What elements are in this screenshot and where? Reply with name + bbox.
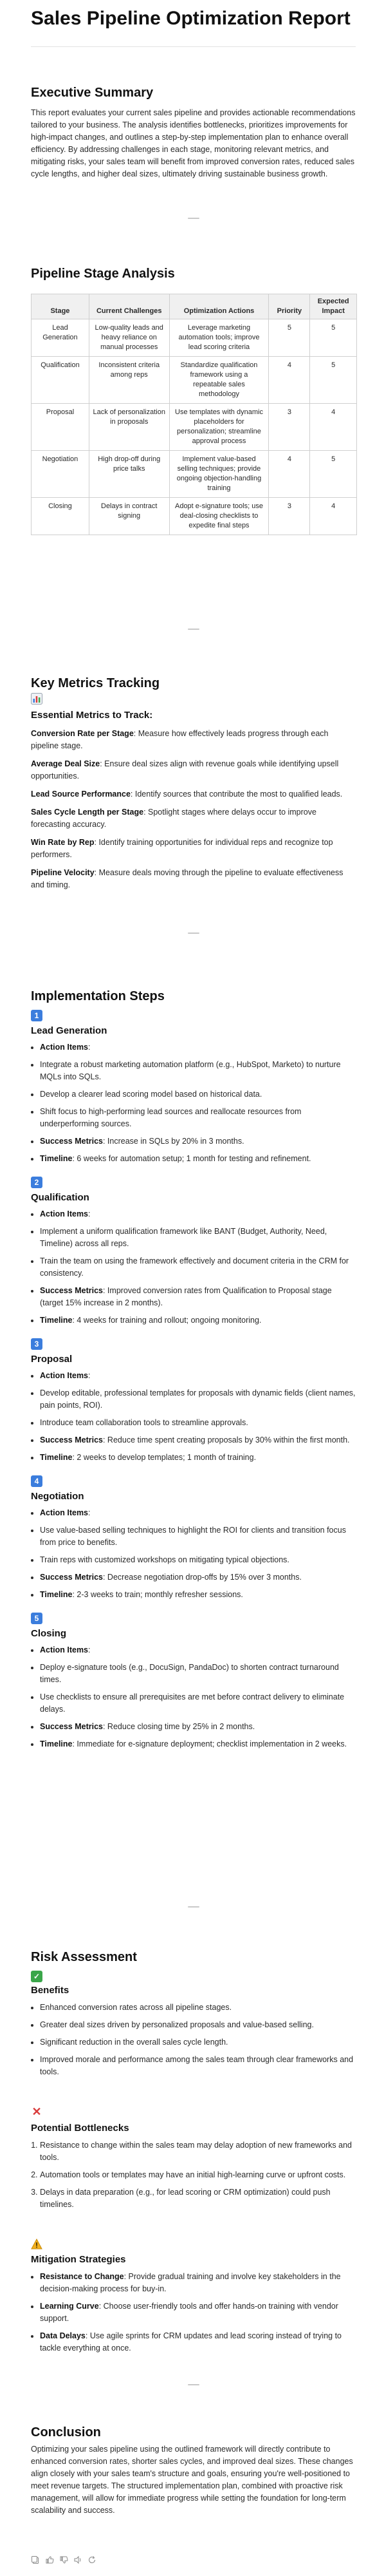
action-items-label: • Action Items: <box>40 1644 356 1656</box>
action-item: • Use checklists to ensure all prerequisites are met before contract delivery to eliminate delays. <box>40 1691 356 1716</box>
table-cell: Qualification <box>32 357 89 404</box>
table-header-cell: Priority <box>269 294 310 319</box>
table-header-cell: Current Challenges <box>89 294 169 319</box>
success-metrics-text: : Increase in SQLs by 20% in 3 months. <box>102 1137 244 1146</box>
pipeline-table <box>31 294 357 535</box>
timeline-label: Timeline <box>40 1590 73 1599</box>
executive-summary-heading: Executive Summary <box>31 86 154 100</box>
metrics-list <box>31 728 356 897</box>
implementation-step <box>31 1475 356 1601</box>
metric-item <box>31 837 356 861</box>
bottlenecks-list <box>31 2139 365 2216</box>
conclusion-heading: Conclusion <box>31 2425 101 2439</box>
table-cell: Lack of personalization in proposals <box>89 404 169 451</box>
metric-item <box>31 806 356 831</box>
action-items-label: • Action Items: <box>40 1041 356 1054</box>
success-metrics-text: : Decrease negotiation drop-offs by 15% over 3 months. <box>102 1573 302 1582</box>
table-cell: High drop-off during price talks <box>89 451 169 498</box>
table-cell: 3 <box>269 404 310 451</box>
action-items-label-text: Action Items <box>40 1043 89 1052</box>
section-divider <box>31 1906 356 1919</box>
step-title: Qualification <box>31 1192 89 1203</box>
success-metrics-label: Success Metrics <box>40 1137 103 1146</box>
metric-text: : Measure deals moving through the pipeline to evaluate effectiveness and timing. <box>31 868 343 889</box>
table-row <box>32 498 357 535</box>
speaker-icon[interactable] <box>73 2555 82 2564</box>
copy-icon[interactable] <box>31 2555 40 2564</box>
metrics-subheading: Essential Metrics to Track: <box>31 710 153 721</box>
metric-item <box>31 728 356 752</box>
success-metrics <box>40 1571 356 1584</box>
implementation-step <box>31 1010 356 1165</box>
implementation-steps <box>31 1010 356 1762</box>
regenerate-icon[interactable] <box>87 2555 96 2564</box>
table-cell: 5 <box>310 357 357 404</box>
timeline-text: : 6 weeks for automation setup; 1 month for testing and refinement. <box>72 1154 311 1163</box>
number-4-icon: 4 <box>31 1475 42 1487</box>
step-title: Proposal <box>31 1354 73 1365</box>
action-items-label: • Action Items: <box>40 1208 356 1220</box>
number-2-icon: 2 <box>31 1177 42 1188</box>
benefit-item: • Greater deal sizes driven by personalized proposals and value-based selling. <box>40 2019 365 2031</box>
table-cell: Implement value-based selling techniques; provide ongoing objection-handling training <box>169 451 269 498</box>
success-metrics <box>40 1135 356 1148</box>
timeline-text: : 2 weeks to develop templates; 1 month of training. <box>72 1453 257 1462</box>
mitigation-label: Data Delays <box>40 2331 86 2340</box>
table-header-cell: Optimization Actions <box>169 294 269 319</box>
mitigation-text: : Use agile sprints for CRM updates and lead scoring instead of trying to tackle everything at once. <box>40 2331 342 2353</box>
step-details <box>31 1370 356 1464</box>
table-row <box>32 451 357 498</box>
implementation-step <box>31 1338 356 1464</box>
action-items-label-text: Action Items <box>40 1371 89 1380</box>
timeline <box>40 1738 356 1750</box>
mitigation-item <box>40 2271 365 2295</box>
action-item: • Deploy e-signature tools (e.g., DocuSign, PandaDoc) to shorten contract turnaround times. <box>40 1662 356 1686</box>
timeline <box>40 1589 356 1601</box>
bottleneck-item: 3. Delays in data preparation (e.g., for lead scoring or CRM optimization) could push timelines. <box>40 2186 365 2211</box>
table-cell: Negotiation <box>32 451 89 498</box>
action-items-label: • Action Items: <box>40 1370 356 1382</box>
mitigation-label: Learning Curve <box>40 2302 99 2311</box>
benefit-item: • Enhanced conversion rates across all pipeline stages. <box>40 2002 365 2014</box>
mitigation-label: Resistance to Change <box>40 2272 124 2281</box>
implementation-step <box>31 1177 356 1327</box>
timeline <box>40 1153 356 1165</box>
timeline-text: : 4 weeks for training and rollout; ongoing monitoring. <box>72 1316 262 1325</box>
step-details <box>31 1644 356 1750</box>
metrics-heading: Key Metrics Tracking <box>31 676 160 690</box>
action-items-label-text: Action Items <box>40 1508 89 1517</box>
timeline-label: Timeline <box>40 1739 73 1748</box>
metric-label: Sales Cycle Length per Stage <box>31 808 144 817</box>
step-title: Negotiation <box>31 1491 84 1502</box>
section-divider <box>31 218 356 231</box>
thumbs-down-icon[interactable] <box>59 2555 68 2564</box>
table-cell: 4 <box>269 451 310 498</box>
executive-summary-text: This report evaluates your current sales pipeline and provides actionable recommendations tailored to your business. The analysis identifies bottlenecks, prioritizes improvements for high-impact changes, and outlines a step-by-step implementation plan to enhance overall efficiency. By addressing challenges in each stage, monitoring relevant metrics, and mitigating risks, your sales team will benefit from improved conversion rates, reduced sales cycle lengths, and higher deal sizes, ultimately driving sustainable business growth. <box>31 108 356 178</box>
number-5-icon: 5 <box>31 1613 42 1624</box>
mitigation-heading: Mitigation Strategies <box>31 2254 126 2265</box>
metric-label: Win Rate by Rep <box>31 838 95 847</box>
step-title: Lead Generation <box>31 1025 107 1036</box>
metric-item <box>31 867 356 891</box>
cross-icon: ✕ <box>32 2105 42 2118</box>
risk-heading: Risk Assessment <box>31 1950 137 1964</box>
success-metrics-text: : Improved conversion rates from Qualification to Proposal stage (target 15% increase in 2 months). <box>40 1286 332 1307</box>
mitigation-item <box>40 2330 365 2354</box>
action-item: • Train the team on using the framework effectively and document criteria in the CRM for consistency. <box>40 1255 356 1280</box>
table-cell: Adopt e-signature tools; use deal-closing checklists to expedite final steps <box>169 498 269 535</box>
timeline <box>40 1314 356 1327</box>
metric-label: Conversion Rate per Stage <box>31 729 134 738</box>
metric-label: Average Deal Size <box>31 759 100 768</box>
warning-icon <box>31 2239 42 2250</box>
metric-text: : Measure how effectively leads progress through each pipeline stage. <box>31 729 329 750</box>
table-row <box>32 319 357 357</box>
number-1-icon: 1 <box>31 1010 42 1021</box>
metric-text: : Identify training opportunities for individual reps and recognize top performers. <box>31 838 333 859</box>
number-3-icon: 3 <box>31 1338 42 1350</box>
timeline-label: Timeline <box>40 1453 73 1462</box>
timeline <box>40 1452 356 1464</box>
metric-text: : Spotlight stages where delays occur to improve forecasting accuracy. <box>31 808 316 829</box>
step-title: Closing <box>31 1628 66 1639</box>
success-metrics-text: : Reduce time spent creating proposals by 30% within the first month. <box>102 1435 350 1444</box>
success-metrics <box>40 1721 356 1733</box>
table-cell: Lead Generation <box>32 319 89 357</box>
success-metrics-label: Success Metrics <box>40 1722 103 1731</box>
action-item: • Integrate a robust marketing automation platform (e.g., HubSpot, Marketo) to nurture MQLs into SQLs. <box>40 1059 356 1083</box>
benefit-item: • Improved morale and performance among the sales team through clear frameworks and tools. <box>40 2054 365 2078</box>
section-divider <box>31 2384 356 2397</box>
table-cell: 5 <box>310 451 357 498</box>
page-title: Sales Pipeline Optimization Report <box>31 8 351 29</box>
pipeline-heading: Pipeline Stage Analysis <box>31 267 175 281</box>
success-metrics-text: : Reduce closing time by 25% in 2 months. <box>102 1722 255 1731</box>
divider <box>31 46 356 47</box>
timeline-label: Timeline <box>40 1154 73 1163</box>
table-cell: 4 <box>269 357 310 404</box>
success-metrics-label: Success Metrics <box>40 1573 103 1582</box>
table-header-cell: Stage <box>32 294 89 319</box>
thumbs-up-icon[interactable] <box>45 2555 54 2564</box>
table-cell: 4 <box>310 498 357 535</box>
benefits-heading: Benefits <box>31 1985 69 1996</box>
footer-actions <box>31 2555 96 2564</box>
action-item: • Shift focus to high-performing lead sources and reallocate resources from underperforming sources. <box>40 1106 356 1130</box>
table-row <box>32 404 357 451</box>
table-cell: Closing <box>32 498 89 535</box>
timeline-text: : Immediate for e-signature deployment; checklist implementation in 2 weeks. <box>72 1739 347 1748</box>
success-metrics-label: Success Metrics <box>40 1286 103 1295</box>
mitigation-text: : Choose user-friendly tools and offer hands-on training with vendor support. <box>40 2302 338 2323</box>
implementation-heading: Implementation Steps <box>31 989 165 1003</box>
bottlenecks-heading: Potential Bottlenecks <box>31 2123 129 2134</box>
table-cell: 5 <box>310 319 357 357</box>
action-items-label-text: Action Items <box>40 1645 89 1654</box>
mitigation-list <box>31 2271 365 2360</box>
metric-item <box>31 788 356 800</box>
step-details <box>31 1507 356 1601</box>
metric-text: : Ensure deal sizes align with revenue goals while identifying upsell opportunities. <box>31 759 339 781</box>
metric-label: Pipeline Velocity <box>31 868 95 877</box>
success-metrics-label: Success Metrics <box>40 1435 103 1444</box>
metric-item <box>31 758 356 782</box>
bottleneck-item: 2. Automation tools or templates may have an initial high-learning curve or upfront costs. <box>40 2169 365 2181</box>
action-item: • Introduce team collaboration tools to streamline approvals. <box>40 1417 356 1429</box>
bottleneck-item: 1. Resistance to change within the sales team may delay adoption of new frameworks and tools. <box>40 2139 365 2164</box>
table-cell: Delays in contract signing <box>89 498 169 535</box>
table-cell: Standardize qualification framework using a repeatable sales methodology <box>169 357 269 404</box>
mitigation-text: : Provide gradual training and involve key stakeholders in the decision-making process for buy-in. <box>40 2272 341 2293</box>
benefit-item: • Significant reduction in the overall sales cycle length. <box>40 2036 365 2049</box>
check-icon: ✓ <box>31 1971 42 1982</box>
benefits-list <box>31 2002 365 2083</box>
action-item: • Use value-based selling techniques to highlight the ROI for clients and transition focus from price to benefits. <box>40 1524 356 1549</box>
timeline-label: Timeline <box>40 1316 73 1325</box>
metric-text: : Identify sources that contribute the most to qualified leads. <box>130 790 343 799</box>
action-items-label-text: Action Items <box>40 1209 89 1218</box>
action-item: • Train reps with customized workshops on mitigating typical objections. <box>40 1554 356 1566</box>
conclusion-text: Optimizing your sales pipeline using the outlined framework will directly contribute to enhanced conversion rates, shorter sales cycles, and improved deal sizes. These changes align closely with your sales team's structure and goals, ensuring you're well-positioned to meet revenue targets. The structured implementation plan, combined with proactive risk management, will allow for immediate progress while setting the foundation for long-term scalability and success. <box>31 2445 353 2515</box>
step-details <box>31 1041 356 1165</box>
timeline-text: : 2-3 weeks to train; monthly refresher sessions. <box>72 1590 243 1599</box>
table-cell: 3 <box>269 498 310 535</box>
table-cell: 4 <box>310 404 357 451</box>
section-divider <box>31 933 356 945</box>
step-details <box>31 1208 356 1327</box>
action-item: • Implement a uniform qualification framework like BANT (Budget, Authority, Need, Timeline) across all reps. <box>40 1226 356 1250</box>
table-cell: 5 <box>269 319 310 357</box>
table-cell: Use templates with dynamic placeholders for personalization; streamline approval process <box>169 404 269 451</box>
table-cell: Leverage marketing automation tools; improve lead scoring criteria <box>169 319 269 357</box>
bar-chart-icon <box>31 693 42 705</box>
metric-label: Lead Source Performance <box>31 790 131 799</box>
action-items-label: • Action Items: <box>40 1507 356 1519</box>
table-cell: Inconsistent criteria among reps <box>89 357 169 404</box>
section-divider <box>31 629 356 641</box>
table-cell: Proposal <box>32 404 89 451</box>
success-metrics <box>40 1434 356 1446</box>
mitigation-item <box>40 2300 365 2325</box>
table-cell: Low-quality leads and heavy reliance on manual processes <box>89 319 169 357</box>
success-metrics <box>40 1285 356 1309</box>
action-item: • Develop editable, professional templates for proposals with dynamic fields (client names, pain points, ROI). <box>40 1387 356 1412</box>
action-item: • Develop a clearer lead scoring model based on historical data. <box>40 1088 356 1101</box>
table-row <box>32 357 357 404</box>
implementation-step <box>31 1613 356 1750</box>
table-header-cell: Expected Impact <box>310 294 357 319</box>
